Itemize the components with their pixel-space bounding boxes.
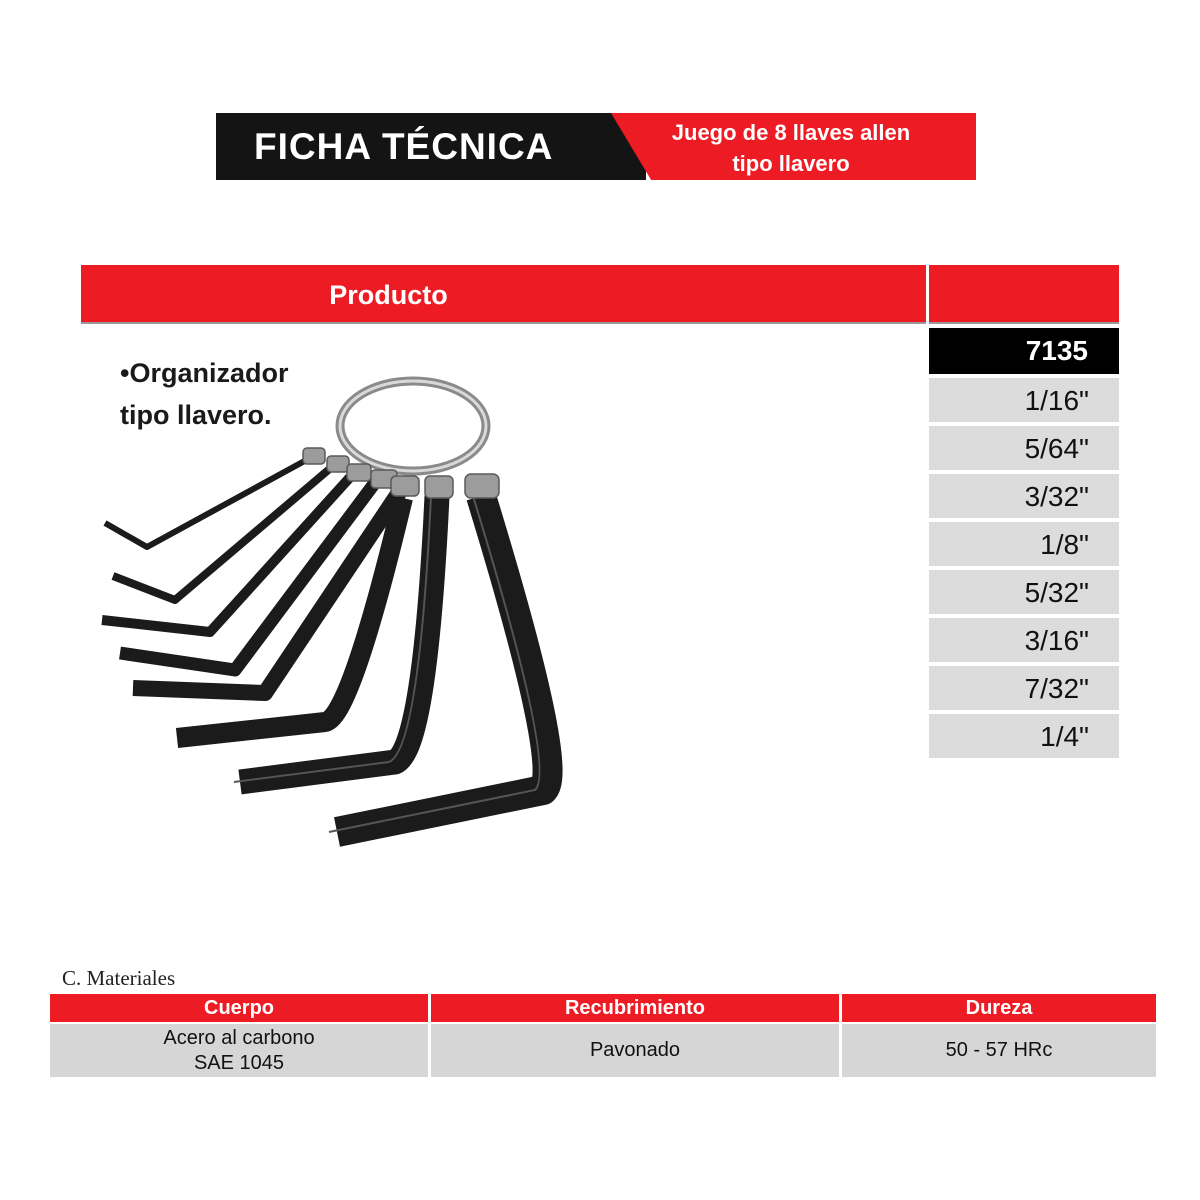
cell-coating: Pavonado (431, 1024, 842, 1077)
size-row: 5/64" (929, 426, 1119, 470)
column-header-coating: Recubrimiento (431, 994, 842, 1022)
materials-table (50, 994, 1156, 1077)
key-clip (465, 474, 499, 498)
page-subtitle (636, 117, 946, 179)
subtitle-line-1: Juego de 8 llaves allen (671, 120, 911, 145)
column-header-hardness: Dureza (842, 994, 1156, 1022)
header-banner (216, 113, 976, 180)
size-row: 3/16" (929, 618, 1119, 662)
hex-key-1 (105, 458, 310, 547)
hex-key-set-keyring-icon (95, 370, 575, 860)
body-material-line-1: Acero al carbono (163, 1026, 315, 1049)
cell-hardness: 50 - 57 HRc (842, 1024, 1156, 1077)
feature-note (120, 352, 350, 436)
materials-header-row (50, 994, 1156, 1022)
product-header (81, 265, 926, 324)
size-row: 1/8" (929, 522, 1119, 566)
materials-body-row (50, 1024, 1156, 1077)
cell-body-material (50, 1024, 431, 1077)
key-clip (327, 456, 349, 472)
product-header-label: Producto (329, 280, 448, 310)
size-row: 3/32" (929, 474, 1119, 518)
key-clip (391, 476, 419, 496)
model-number: 7135 (929, 328, 1119, 374)
size-row: 1/4" (929, 714, 1119, 758)
feature-line-2: tipo llavero. (120, 400, 272, 430)
subtitle-line-2: tipo llavero (732, 151, 850, 176)
hex-keys (102, 458, 548, 832)
key-clip (425, 476, 453, 498)
materials-title: C. Materiales (62, 966, 176, 990)
sizes-list (929, 378, 1119, 762)
feature-line-1: •Organizador (120, 358, 289, 388)
column-header-body: Cuerpo (50, 994, 431, 1022)
page-title: FICHA TÉCNICA (254, 126, 554, 167)
key-clip (347, 464, 371, 481)
size-row: 7/32" (929, 666, 1119, 710)
key-clip (303, 448, 325, 464)
body-material-line-2: SAE 1045 (193, 1051, 285, 1074)
product-header-right-cell (929, 265, 1119, 324)
size-row: 5/32" (929, 570, 1119, 614)
size-row: 1/16" (929, 378, 1119, 422)
key-ring-highlight (340, 381, 486, 471)
